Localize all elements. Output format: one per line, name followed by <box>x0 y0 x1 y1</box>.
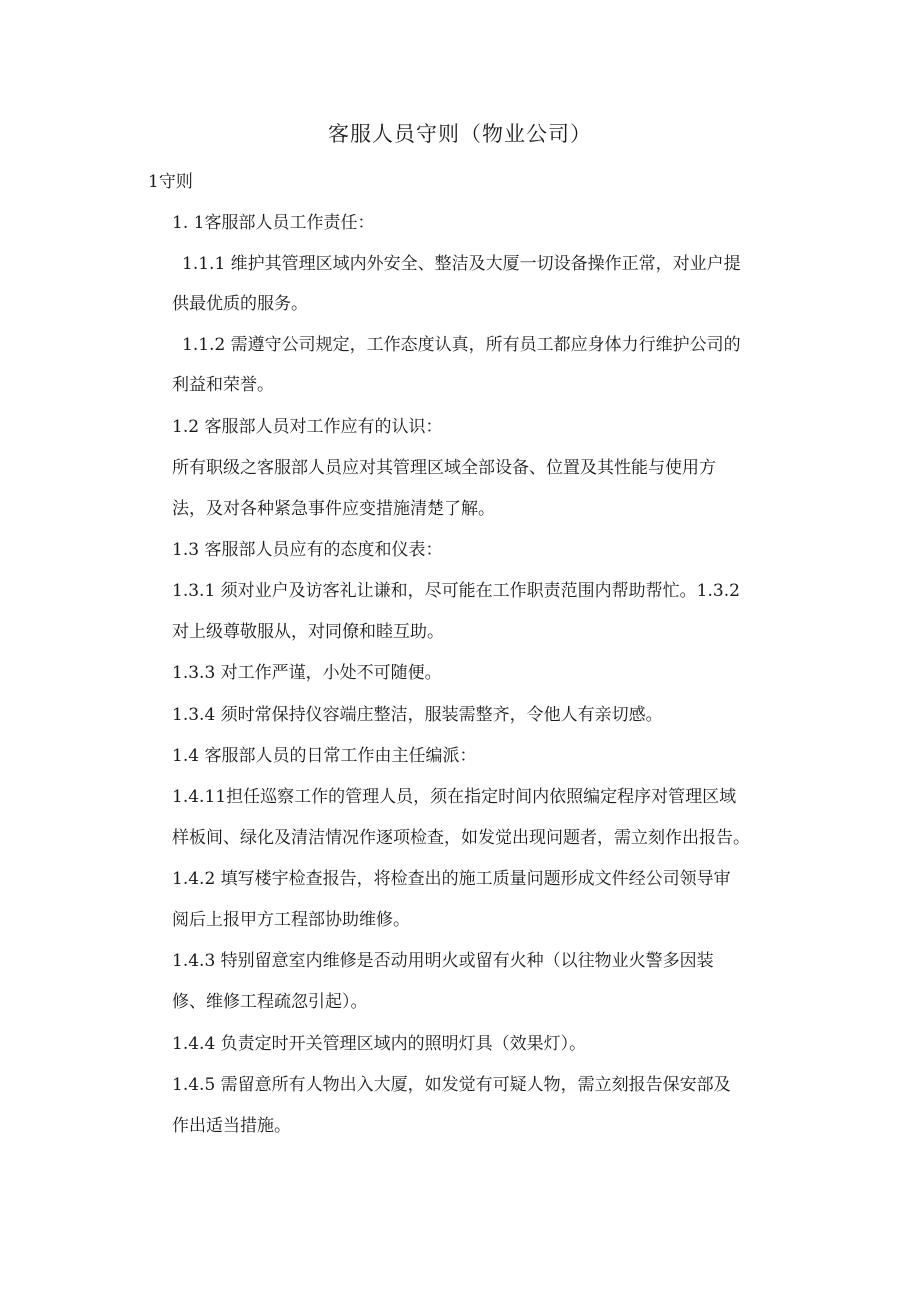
paragraph-line: 法，及对各种紧急事件应变措施清楚了解。 <box>172 499 495 519</box>
paragraph-line: 作出适当措施。 <box>172 1116 291 1136</box>
paragraph-line: 样板间、绿化及清洁情况作逐项检查，如发觉出现问题者，需立刻作出报告。 <box>172 828 750 848</box>
subsection-heading: 1.3 客服部人员应有的态度和仪表： <box>172 540 443 560</box>
paragraph-line: 1.3.4 须时常保持仪容端庄整洁，服装需整齐，令他人有亲切感。 <box>172 705 663 725</box>
paragraph-line: 所有职级之客服部人员应对其管理区域全部设备、位置及其性能与使用方 <box>172 458 716 478</box>
paragraph-line: 1.4.3 特别留意室内维修是否动用明火或留有火种（以往物业火警多因装 <box>172 951 714 971</box>
paragraph-line: 对上级尊敬服从，对同僚和睦互助。 <box>172 622 444 642</box>
document-title: 客服人员守则（物业公司） <box>328 122 592 146</box>
paragraph-line: 利益和荣誉。 <box>172 375 274 395</box>
paragraph-line: 1.1.2 需遵守公司规定，工作态度认真，所有员工都应身体力行维护公司的 <box>182 335 741 355</box>
paragraph-line: 1.4.5 需留意所有人物出入大厦，如发觉有可疑人物，需立刻报告保安部及 <box>172 1075 731 1095</box>
paragraph-line: 1.4.4 负责定时开关管理区域内的照明灯具（效果灯）。 <box>172 1034 587 1054</box>
paragraph-line: 阅后上报甲方工程部协助维修。 <box>172 910 410 930</box>
subsection-heading: 1.4 客服部人员的日常工作由主任编派： <box>172 746 477 766</box>
paragraph-line: 供最优质的服务。 <box>172 294 308 314</box>
paragraph-line: 修、维修工程疏忽引起）。 <box>172 992 368 1012</box>
paragraph-line: 1.3.3 对工作严谨，小处不可随便。 <box>172 663 442 683</box>
paragraph-line: 1.1.1 维护其管理区域内外安全、整洁及大厦一切设备操作正常，对业户提 <box>182 254 741 274</box>
section-heading: 1守则 <box>148 172 193 192</box>
paragraph-line: 1.4.2 填写楼宇检查报告，将检查出的施工质量问题形成文件经公司领导审 <box>172 869 731 889</box>
paragraph-line: 1.4.11担任巡察工作的管理人员，须在指定时间内依照编定程序对管理区域 <box>172 787 737 807</box>
subsection-heading: 1. 1客服部人员工作责任： <box>172 213 375 233</box>
paragraph-line: 1.3.1 须对业户及访客礼让谦和，尽可能在工作职责范围内帮助帮忙。1.3.2 <box>172 581 740 601</box>
subsection-heading: 1.2 客服部人员对工作应有的认识： <box>172 417 443 437</box>
